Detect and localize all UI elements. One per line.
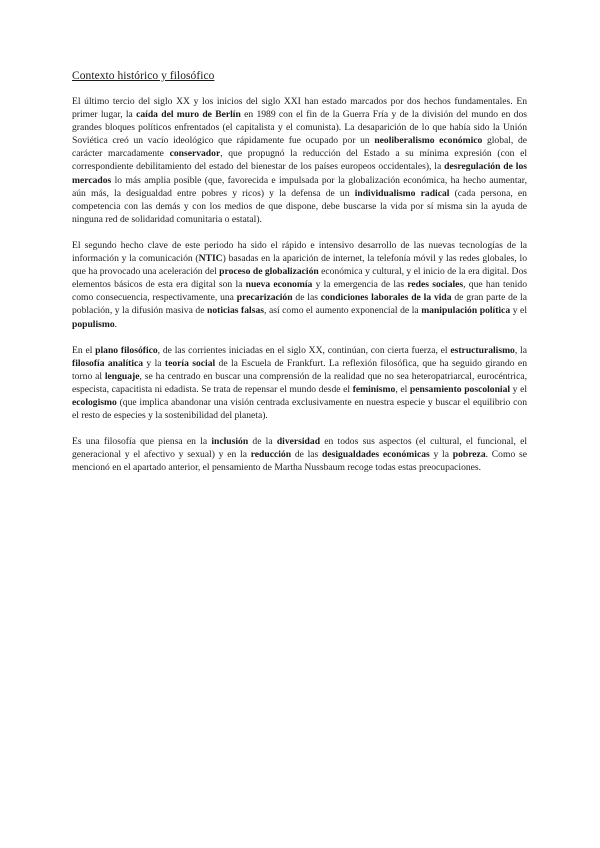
text-run: , de las corrientes iniciadas en el siglo XX, continúan, con cierta fuerza, el xyxy=(157,344,451,356)
text-run: El segundo hecho clave de este periodo ha sido el rápido e intensivo desarrollo de las nuevas tecnologías de la información y la comunicación ( xyxy=(72,239,527,265)
bold-term: precarización xyxy=(236,292,293,304)
text-run: . xyxy=(114,318,118,330)
bold-term: redes sociales xyxy=(407,279,464,291)
paragraph-historical-context xyxy=(72,95,527,226)
text-run: y la xyxy=(143,357,165,369)
bold-term: lenguaje xyxy=(104,370,140,382)
text-run: . Como se mencionó en el apartado anterior, el pensamiento de Martha Nussbaum recoge todas estas preocupaciones. xyxy=(72,449,527,474)
text-run: de la xyxy=(248,436,277,448)
text-run: (que implica abandonar una visión centrada exclusivamente en nuestra especie y buscar el equilibrio con el resto de especies y la sostenibilidad del planeta). xyxy=(72,396,527,422)
bold-term: nueva economía xyxy=(245,279,313,291)
bold-term: populismo xyxy=(72,318,115,330)
bold-term: condiciones laborales de la vida xyxy=(320,292,452,304)
bold-term: ecologismo xyxy=(72,396,117,408)
bold-term: pensamiento poscolonial xyxy=(409,383,511,395)
bold-term: feminismo xyxy=(352,383,396,395)
text-run: , se ha centrado en buscar una comprensión de la realidad que no sea heteropatriarcal, eurocéntrica, especista, capacitista ni edadista. Se trata de repensar el mundo desde el xyxy=(72,370,527,395)
text-run: de las xyxy=(291,449,323,461)
bold-term: plano filosófico xyxy=(95,344,158,356)
text-run: , que han tenido como consecuencia, respectivamente, una xyxy=(72,279,528,304)
text-run: y el xyxy=(510,305,527,317)
text-run: Es una filosofía que piensa en la xyxy=(72,436,212,448)
text-run: económica y cultural, y el inicio de la era digital. Dos elementos básicos de esta era digital son la xyxy=(72,266,527,291)
text-run: , que propugnó la reducción del Estado a su mínima expresión (con el correspondiente debilitamiento del estado del bienestar de los países europeos occidentales), la xyxy=(72,148,527,173)
text-run: y el xyxy=(510,383,528,395)
paragraph-technology xyxy=(72,239,527,331)
bold-term: conservador xyxy=(169,148,221,160)
bold-term: individualismo radical xyxy=(354,187,450,199)
text-run: (cada persona, en competencia con las demás y con los medios de que dispone, debe buscarse la vida por sí misma sin la ayuda de ninguna red de solidaridad comunitaria o estatal). xyxy=(72,187,527,225)
bold-term: proceso de globalización xyxy=(219,266,319,278)
bold-term: desregulación de los mercados xyxy=(72,161,527,186)
text-run: global, de carácter marcadamente xyxy=(72,135,528,160)
bold-term: neoliberalismo económico xyxy=(374,135,483,147)
text-run: , así como el aumento exponencial de la xyxy=(263,305,422,317)
bold-term: noticias falsas xyxy=(207,305,264,317)
text-run: ) basadas en la aparición de internet, la telefonía móvil y las redes globales, lo que ha provocado una aceleración del xyxy=(72,253,527,278)
text-run: En el xyxy=(72,344,96,356)
text-run: de las xyxy=(292,292,321,304)
text-run: en 1989 con el fin de la Guerra Fría y de la división del mundo en dos grandes bloques políticos enfrentados (el capitalista y el comunista). La desaparición de lo que había sido la Unión Soviética creó un vacío ideológico que rápidamente fue ocupado por un xyxy=(72,109,527,147)
document-page xyxy=(72,70,527,487)
text-run: , la xyxy=(514,344,527,356)
bold-term: desigualdades económicas xyxy=(322,449,430,461)
text-run: El último tercio del siglo XX y los inicios del siglo XXI han estado marcados por dos hechos fundamentales. En primer lugar, la xyxy=(72,96,527,121)
bold-term: manipulación política xyxy=(421,305,511,317)
bold-term: diversidad xyxy=(276,436,321,448)
paragraph-philosophical-plane xyxy=(72,344,527,423)
section-heading: Contexto histórico y filosófico xyxy=(72,70,215,82)
paragraph-inclusive-philosophy xyxy=(72,435,527,474)
text-run: lo más amplia posible (que, favorecida e impulsada por la globalización económica, ha hecho aumentar, aún más, la desigualdad entre pobres y ricos) y la defensa de un xyxy=(72,174,527,199)
bold-term: inclusión xyxy=(211,436,249,448)
text-run: en todos sus aspectos (el cultural, el funcional, el generacional y el afectivo y sexual) y en la xyxy=(72,436,527,461)
text-run: de gran parte de la población, y la difusión masiva de xyxy=(72,292,527,317)
bold-term: filosofía analítica xyxy=(72,357,144,369)
bold-term: NTIC xyxy=(198,253,223,265)
bold-term: teoría social xyxy=(164,357,216,369)
bold-term: reducción xyxy=(250,449,292,461)
text-run: y la xyxy=(429,449,453,461)
bold-term: estructuralismo xyxy=(450,344,515,356)
text-run: de la Escuela de Frankfurt. La reflexión filosófica, que ha seguido girando en torno al xyxy=(72,357,527,382)
bold-term: pobreza xyxy=(452,449,486,461)
text-run: , el xyxy=(395,383,410,395)
text-run: y la emergencia de las xyxy=(312,279,408,291)
bold-term: caída del muro de Berlín xyxy=(136,109,241,121)
